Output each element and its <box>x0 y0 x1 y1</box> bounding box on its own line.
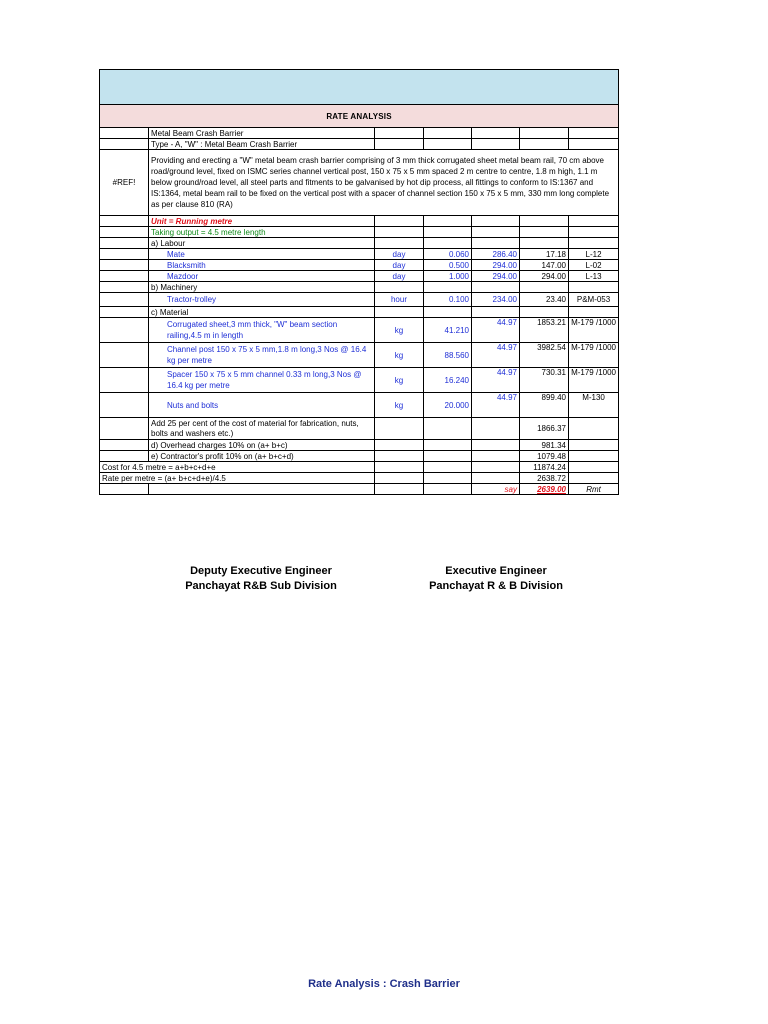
material-amount: 730.31 <box>520 368 569 393</box>
material-name: Corrugated sheet,3 mm thick, "W" beam section railing,4.5 m in length <box>149 318 375 343</box>
machinery-amount: 23.40 <box>520 293 569 307</box>
signature-block-deputy <box>161 564 361 594</box>
material-rate: 44.97 <box>472 318 520 343</box>
rate-per-metre-label: Rate per metre = (a+ b+c+d+e)/4.5 <box>100 473 375 484</box>
labour-ref: L-12 <box>569 249 619 260</box>
material-unit: kg <box>375 318 424 343</box>
machinery-unit: hour <box>375 293 424 307</box>
material-qty: 41.210 <box>424 318 472 343</box>
material-ref: M-179 /1000 <box>569 368 619 393</box>
material-name: Channel post 150 x 75 x 5 mm,1.8 m long,3 Nos @ 16.4 kg per metre <box>149 343 375 368</box>
material-row <box>100 393 619 418</box>
machinery-qty: 0.100 <box>424 293 472 307</box>
ref-error-cell: #REF! <box>100 150 149 216</box>
profit-row <box>100 451 619 462</box>
material-rate: 44.97 <box>472 343 520 368</box>
item-description: Providing and erecting a "W" metal beam crash barrier comprising of 3 mm thick corrugated sheet metal beam rail, 70 cm above road/ground level, fixed on ISMC series channel vertical post, 150 x 75 x 5 mm spaced 2 m centre to centre, 1.8 m high, 1.1 m below ground/road level, all steel parts and fitments to be galvanised by hot dip process, all fittings to conform to IS:1367 and IS:1364, metal beam rail to be fixed on the vertical post with a spacer of channel section 150 x 75 x 5 mm, 330 mm long complete as per clause 810 (RA) <box>149 150 619 216</box>
say-row <box>100 484 619 495</box>
fabrication-amount: 1866.37 <box>520 418 569 440</box>
material-heading: c) Material <box>149 307 375 318</box>
overhead-row <box>100 440 619 451</box>
item-name: Metal Beam Crash Barrier <box>149 128 375 139</box>
labour-row <box>100 260 619 271</box>
material-heading-row <box>100 307 619 318</box>
profit-amount: 1079.48 <box>520 451 569 462</box>
machinery-ref: P&M-053 <box>569 293 619 307</box>
profit-label: e) Contractor's profit 10% on (a+ b+c+d) <box>149 451 375 462</box>
material-row <box>100 368 619 393</box>
labour-amount: 147.00 <box>520 260 569 271</box>
material-name: Spacer 150 x 75 x 5 mm channel 0.33 m long,3 Nos @ 16.4 kg per metre <box>149 368 375 393</box>
signature-title: Deputy Executive Engineer <box>190 565 332 577</box>
labour-row <box>100 271 619 282</box>
signature-title: Executive Engineer <box>445 565 547 577</box>
labour-rate: 286.40 <box>472 249 520 260</box>
material-amount: 1853.21 <box>520 318 569 343</box>
machinery-name: Tractor-trolley <box>149 293 375 307</box>
overhead-label: d) Overhead charges 10% on (a+ b+c) <box>149 440 375 451</box>
material-ref: M-130 <box>569 393 619 418</box>
material-ref: M-179 /1000 <box>569 318 619 343</box>
labour-ref: L-02 <box>569 260 619 271</box>
page-footer: Rate Analysis : Crash Barrier <box>308 978 460 990</box>
say-amount: 2639.00 <box>520 484 569 495</box>
overhead-amount: 981.34 <box>520 440 569 451</box>
cost-total-label: Cost for 4.5 metre = a+b+c+d+e <box>100 462 375 473</box>
labour-unit: day <box>375 271 424 282</box>
header-band-row <box>100 70 619 105</box>
material-qty: 16.240 <box>424 368 472 393</box>
fabrication-label: Add 25 per cent of the cost of material for fabrication, nuts, bolts and washers etc.) <box>149 418 375 440</box>
machinery-rate: 234.00 <box>472 293 520 307</box>
machinery-row <box>100 293 619 307</box>
labour-amount: 17.18 <box>520 249 569 260</box>
item-name-row <box>100 128 619 139</box>
labour-rate: 294.00 <box>472 271 520 282</box>
signature-office: Panchayat R&B Sub Division <box>185 580 337 592</box>
say-label: say <box>472 484 520 495</box>
material-unit: kg <box>375 368 424 393</box>
signature-block-executive <box>396 564 596 594</box>
description-row <box>100 150 619 216</box>
fabrication-row <box>100 418 619 440</box>
labour-name: Mate <box>149 249 375 260</box>
unit-row <box>100 216 619 227</box>
page-title: RATE ANALYSIS <box>100 105 619 128</box>
rate-per-metre-amount: 2638.72 <box>520 473 569 484</box>
material-ref: M-179 /1000 <box>569 343 619 368</box>
material-unit: kg <box>375 343 424 368</box>
material-amount: 899.40 <box>520 393 569 418</box>
labour-amount: 294.00 <box>520 271 569 282</box>
material-rate: 44.97 <box>472 368 520 393</box>
say-unit: Rmt <box>569 484 619 495</box>
cost-total-row <box>100 462 619 473</box>
material-amount: 3982.54 <box>520 343 569 368</box>
labour-heading: a) Labour <box>149 238 375 249</box>
material-unit: kg <box>375 393 424 418</box>
title-row <box>100 105 619 128</box>
machinery-heading-row <box>100 282 619 293</box>
labour-rate: 294.00 <box>472 260 520 271</box>
labour-unit: day <box>375 260 424 271</box>
material-qty: 88.560 <box>424 343 472 368</box>
item-type: Type - A, "W" : Metal Beam Crash Barrier <box>149 139 375 150</box>
material-rate: 44.97 <box>472 393 520 418</box>
taking-output-row <box>100 227 619 238</box>
item-type-row <box>100 139 619 150</box>
labour-qty: 1.000 <box>424 271 472 282</box>
material-row <box>100 318 619 343</box>
cost-total-amount: 11874.24 <box>520 462 569 473</box>
labour-qty: 0.500 <box>424 260 472 271</box>
machinery-heading: b) Machinery <box>149 282 375 293</box>
labour-ref: L-13 <box>569 271 619 282</box>
taking-output-label: Taking output = 4.5 metre length <box>149 227 375 238</box>
material-qty: 20.000 <box>424 393 472 418</box>
labour-row <box>100 249 619 260</box>
labour-unit: day <box>375 249 424 260</box>
rate-analysis-table <box>99 69 619 495</box>
signature-office: Panchayat R & B Division <box>429 580 563 592</box>
material-row <box>100 343 619 368</box>
unit-label: Unit = Running metre <box>149 216 375 227</box>
labour-qty: 0.060 <box>424 249 472 260</box>
rate-per-metre-row <box>100 473 619 484</box>
labour-heading-row <box>100 238 619 249</box>
labour-name: Mazdoor <box>149 271 375 282</box>
labour-name: Blacksmith <box>149 260 375 271</box>
material-name: Nuts and bolts <box>149 393 375 418</box>
